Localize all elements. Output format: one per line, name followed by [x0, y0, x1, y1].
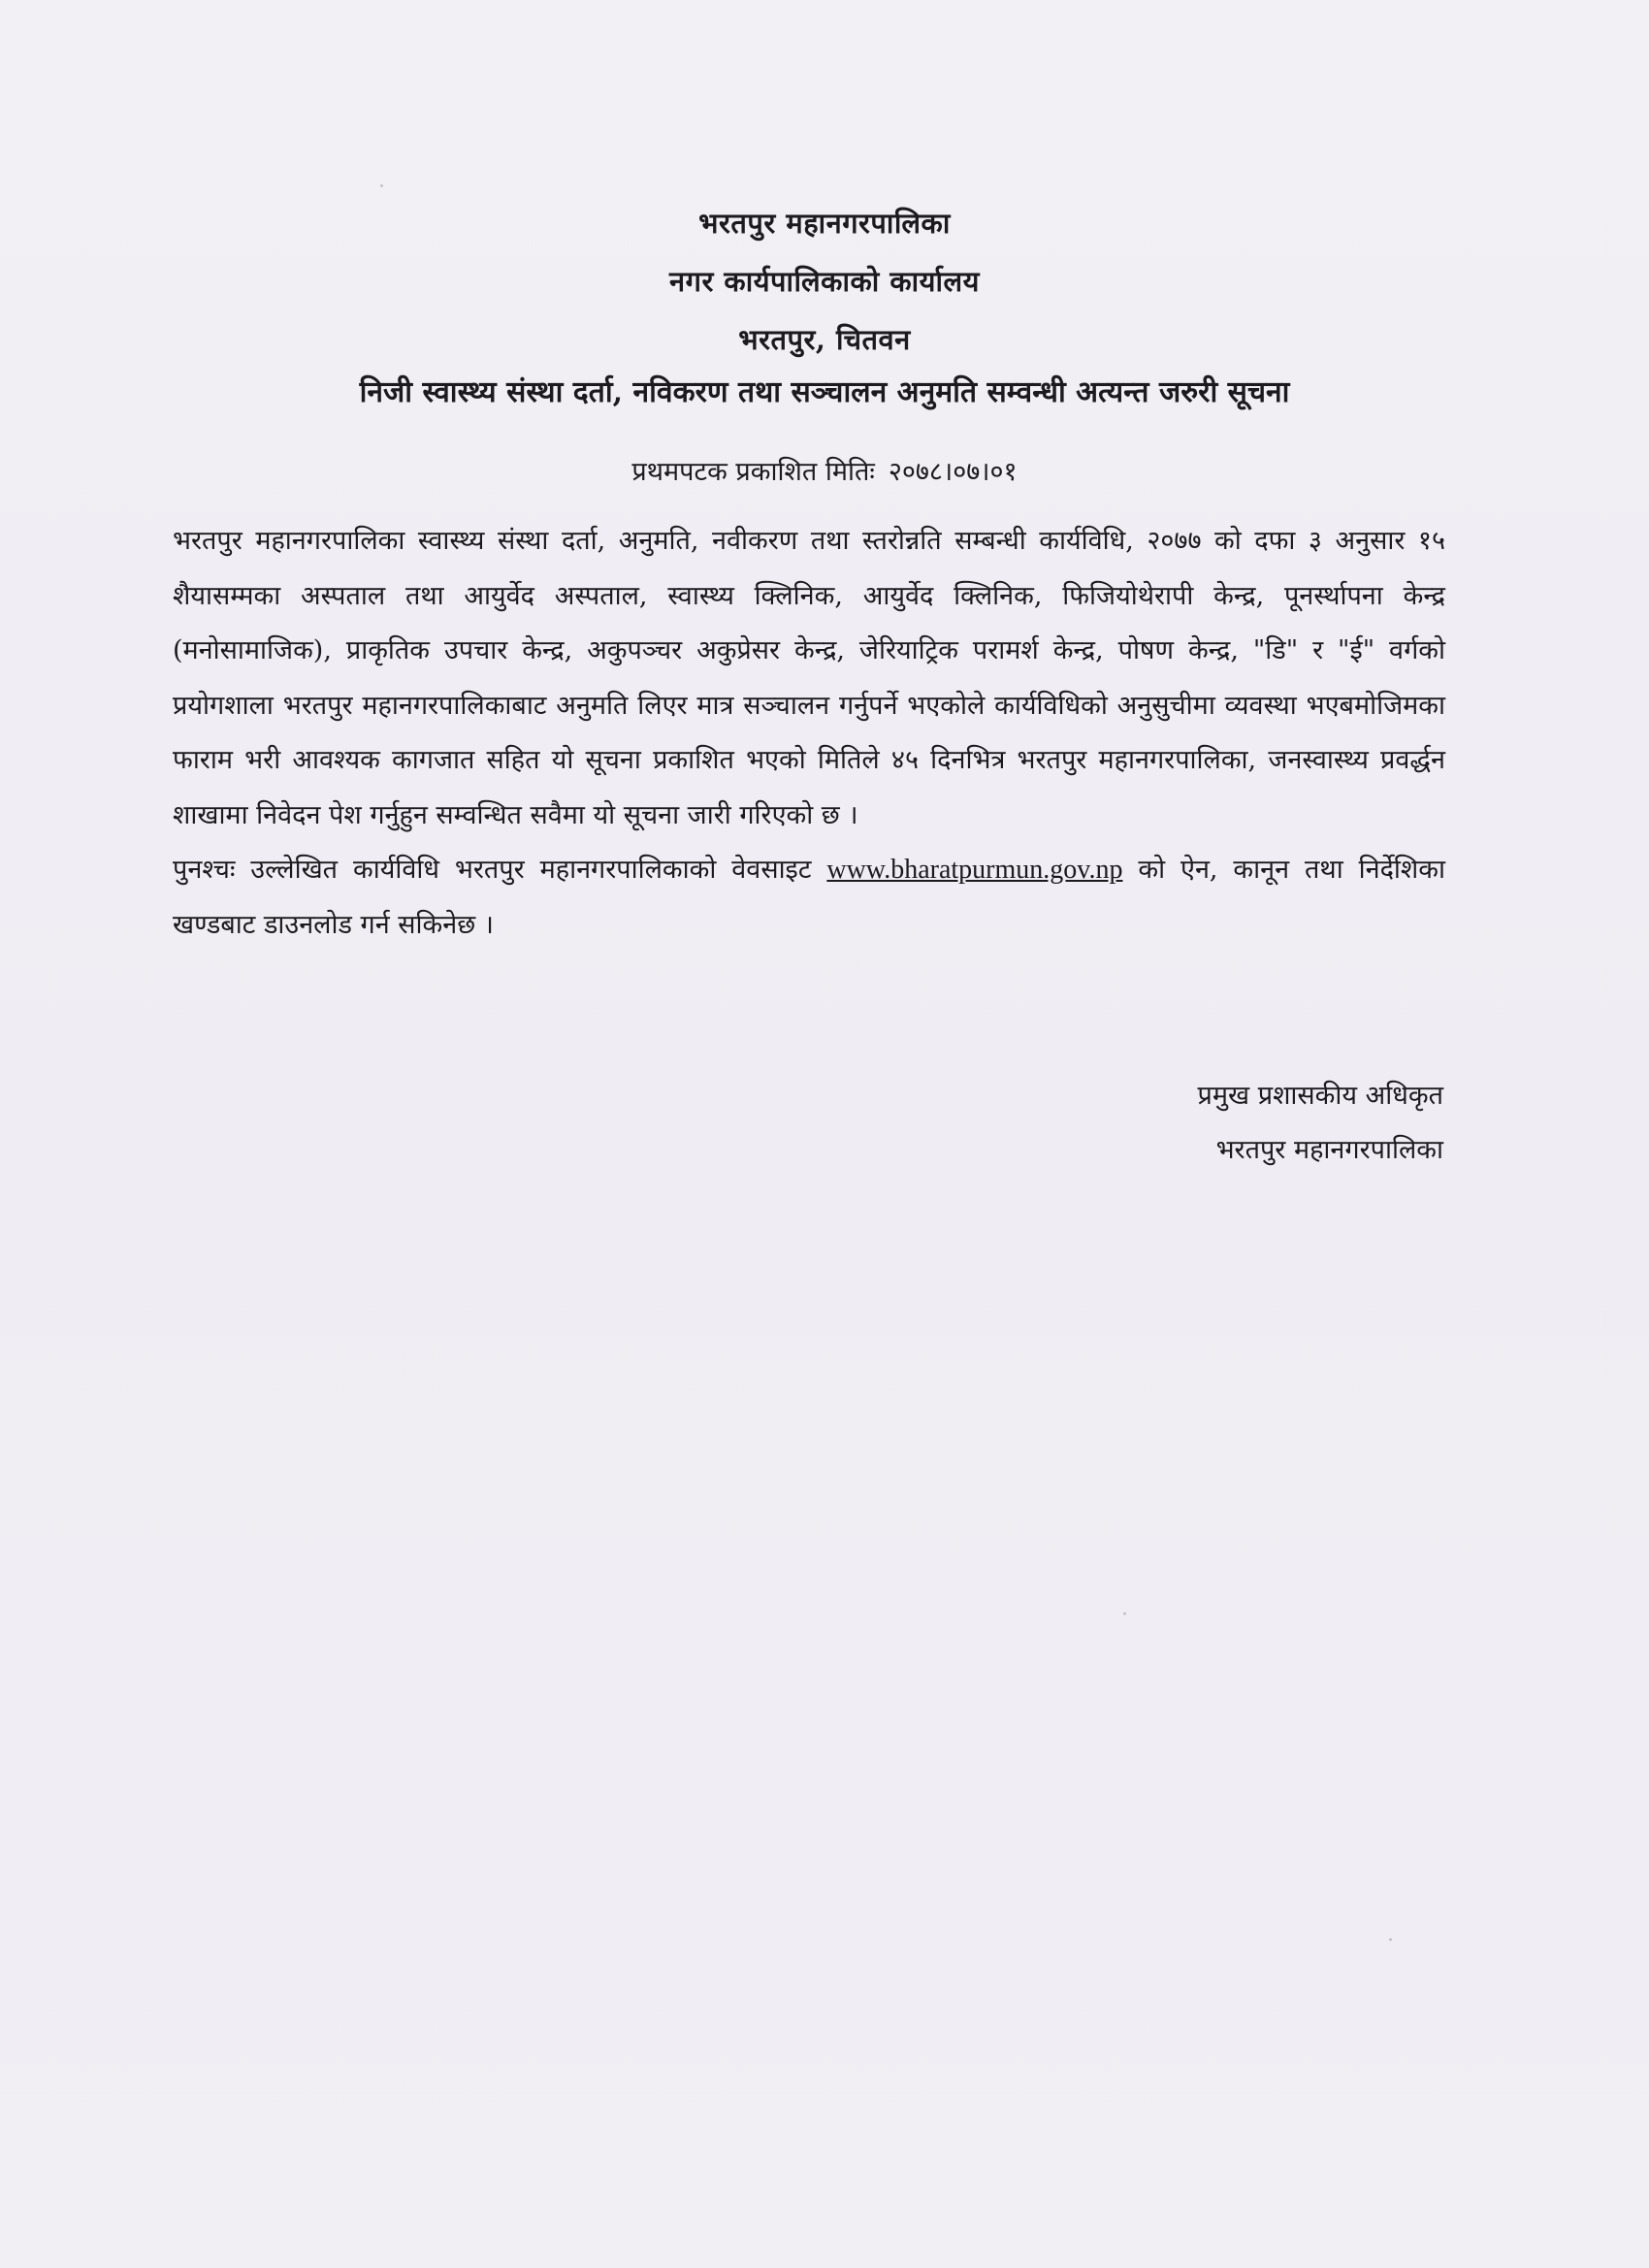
postscript-text-before: पुनश्चः उल्लेखित कार्यविधि भरतपुर महानगरपालिकाको वेवसाइट [173, 855, 812, 885]
publication-date-value: २०७८।०७।०१ [888, 457, 1018, 487]
office-location: भरतपुर, चितवन [738, 323, 911, 356]
publication-date-label: प्रथमपटक प्रकाशित मितिः [631, 457, 875, 487]
org-name: भरतपुर महानगरपालिका [698, 207, 951, 240]
signature-block [1198, 1069, 1443, 1178]
postscript-text-after: को ऐन, कानून तथा निर्देशिका खण्डबाट डाउनलोड गर्न सकिनेछ । [173, 855, 1445, 940]
website-link[interactable]: www.bharatpurmun.gov.np [826, 855, 1123, 885]
signatory-title: प्रमुख प्रशासकीय अधिकृत [1197, 1081, 1443, 1111]
paper-speck [1123, 1612, 1126, 1615]
publication-date-line [0, 448, 1649, 497]
letterhead [0, 194, 1649, 369]
notice-body [173, 514, 1445, 953]
paper-speck [380, 184, 383, 187]
postscript [173, 843, 1445, 953]
notice-subject: निजी स्वास्थ्य संस्था दर्ता, नविकरण तथा सञ्चालन अनुमति सम्वन्धी अत्यन्त जरुरी सूचना [359, 375, 1290, 409]
signatory-org: भरतपुर महानगरपालिका [1215, 1135, 1443, 1165]
main-paragraph: भरतपुर महानगरपालिका स्वास्थ्य संस्था दर्ता, अनुमति, नवीकरण तथा स्तरोन्नति सम्बन्धी कार्यविधि, २०७७ को दफा ३ अनुसार १५ शैयासम्मका अस्पताल तथा आयुर्वेद अस्पताल, स्वास्थ्य क्लिनिक, आयुर्वेद क्लिनिक, फिजियोथेरापी केन्द्र, पूनर्स्थापना केन्द्र (मनोसामाजिक), प्राकृतिक उपचार केन्द्र, अकुपञ्चर अकुप्रेसर केन्द्र, जेरियाट्रिक परामर्श केन्द्र, पोषण केन्द्र, "डि" र "ई" वर्गको प्रयोगशाला भरतपुर महानगरपालिकाबाट अनुमति लिएर मात्र सञ्चालन गर्नुपर्ने भएकोले कार्यविधिको अनुसुचीमा व्यवस्था भएबमोजिमका फाराम भरी आवश्यक कागजात सहित यो सूचना प्रकाशित भएको मितिले ४५ दिनभित्र भरतपुर महानगरपालिका, जनस्वास्थ्य प्रवर्द्धन शाखामा निवेदन पेश गर्नुहुन सम्वन्धित सवैमा यो सूचना जारी गरिएको छ । [173, 526, 1445, 830]
paper-speck [1389, 1938, 1392, 1941]
office-name: नगर कार्यपालिकाको कार्यालय [669, 265, 980, 298]
